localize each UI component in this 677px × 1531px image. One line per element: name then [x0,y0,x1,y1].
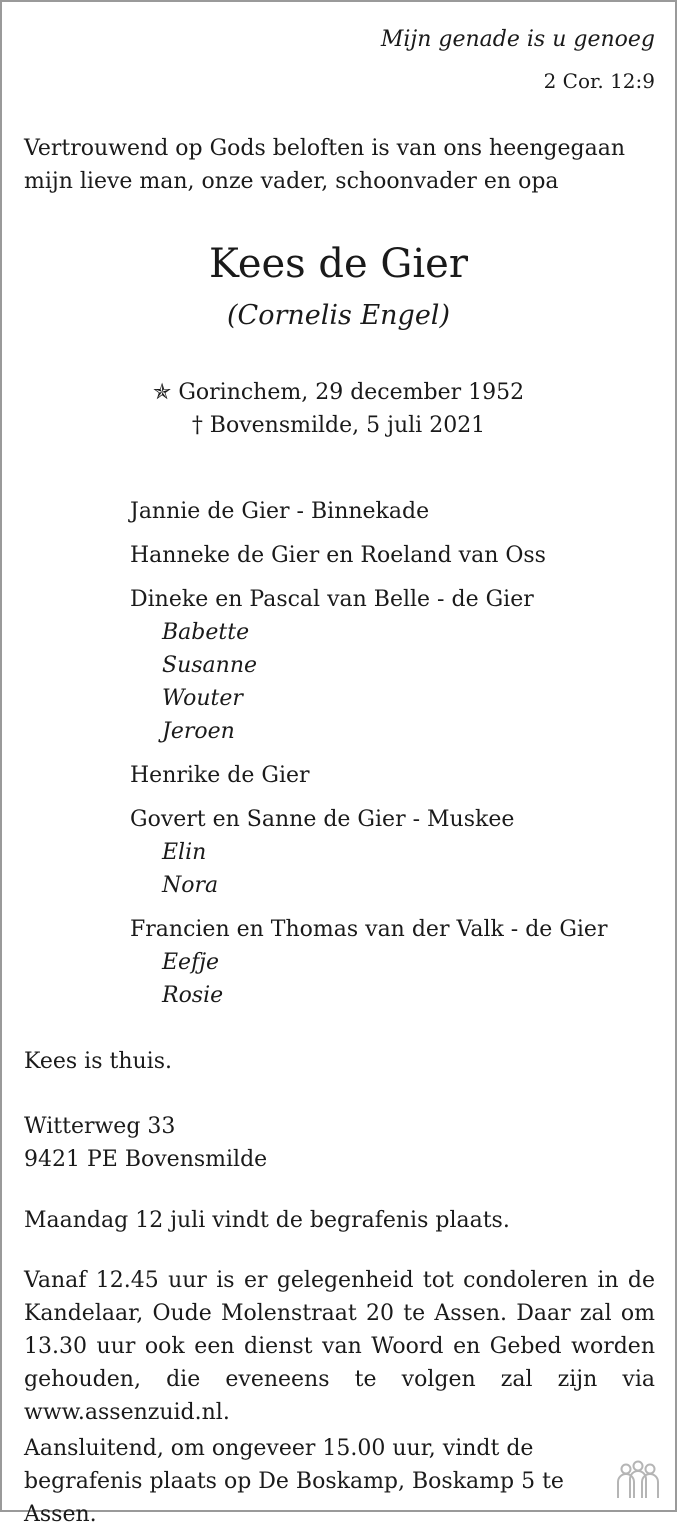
grandchild-name: Wouter [162,686,243,711]
family-group [130,583,655,748]
family-member-name: Henrike de Gier [130,763,310,788]
address-line: Witterweg 33 [24,1114,176,1139]
bible-motto: Mijn genade is u genoeg [380,27,655,52]
family-group [130,803,655,902]
family-group [130,759,655,792]
family-list [130,495,655,1023]
family-group [130,495,655,528]
family-group [130,539,655,572]
deceased-name: Kees de Gier [209,241,468,287]
people-group-icon [615,1460,661,1500]
family-member-name: Francien en Thomas van der Valk - de Gier [130,917,608,942]
service-details: Vanaf 12.45 uur is er gelegenheid tot condoleren in de Kandelaar, Oude Molenstraat 20 te Assen. Daar zal om 13.30 uur ook een dienst van Woord en Gebed worden gehouden, die eveneens te volgen zal zijn via www.assenzuid.nl. [24,1268,655,1425]
birth-line: ✯ Gorinchem, 29 december 1952 [152,380,525,405]
grandchild-name: Eefje [162,950,220,975]
grandchild-name: Susanne [162,653,258,678]
address-line: 9421 PE Bovensmilde [24,1147,268,1172]
family-member-name: Jannie de Gier - Binnekade [130,499,430,524]
grandchild-name: Nora [162,873,219,898]
funeral-date: Maandag 12 juli vindt de begrafenis plaats. [24,1208,510,1233]
death-line: † Bovensmilde, 5 juli 2021 [191,413,486,438]
address [24,1110,655,1176]
grandchild-name: Babette [162,620,250,645]
grandchild-name: Rosie [162,983,224,1008]
burial-text: Aansluitend, om ongeveer 15.00 uur, vindt de begrafenis plaats op De Boskamp, Boskamp 5 te Assen. [24,1436,564,1527]
intro-line: Vertrouwend op Gods beloften is van ons heengegaan [24,136,626,161]
grandchild-name: Elin [162,840,207,865]
grandchild-name: Jeroen [162,719,235,744]
life-dates [2,376,675,442]
family-member-name: Govert en Sanne de Gier - Muskee [130,807,515,832]
intro-text [24,132,655,198]
home-text: Kees is thuis. [24,1049,172,1074]
family-member-name: Hanneke de Gier en Roeland van Oss [130,543,546,568]
intro-line: mijn lieve man, onze vader, schoonvader en opa [24,169,559,194]
family-group [130,913,655,1012]
family-member-name: Dineke en Pascal van Belle - de Gier [130,587,534,612]
bible-reference: 2 Cor. 12:9 [543,69,655,93]
deceased-full-name: (Cornelis Engel) [227,300,450,331]
